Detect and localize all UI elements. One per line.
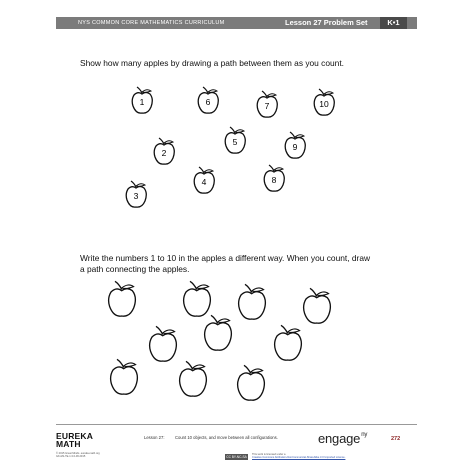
eureka-math-logo: [56, 431, 94, 449]
engageny-logo: [318, 431, 367, 446]
apple-numbered: [263, 164, 287, 194]
apple-number: 1: [139, 97, 145, 107]
apple-numbered: [153, 137, 177, 167]
apple-blank[interactable]: [302, 287, 334, 327]
footer-divider: [56, 424, 417, 425]
lesson-title: Lesson 27 Problem Set: [285, 18, 368, 27]
cc-license-badge[interactable]: CC BY-NC-SA: [226, 455, 247, 459]
apple-blank[interactable]: [107, 280, 139, 320]
grade-badge: K•1: [380, 17, 407, 29]
apple-numbered: [193, 166, 217, 196]
apple-number: 2: [161, 148, 167, 158]
license-line1: This work is licensed under a: [252, 453, 286, 456]
apple-numbered: [313, 88, 337, 118]
apple-numbered: [131, 86, 155, 116]
section2-instruction-line1: Write the numbers 1 to 10 in the apples a different way. When you count, draw: [80, 253, 371, 263]
license-text: [252, 453, 345, 459]
apple-numbered: [197, 86, 221, 116]
apple-numbered: [224, 126, 248, 156]
apple-blank[interactable]: [273, 324, 305, 364]
copyright-line1: © 2015 Great Minds. eureka-math.org: [56, 452, 100, 455]
curriculum-title: NYS COMMON CORE MATHEMATICS CURRICULUM: [78, 20, 225, 26]
header-bar: [56, 17, 417, 29]
apple-number: 6: [205, 97, 211, 107]
apple-numbered: [125, 180, 149, 210]
apple-blank[interactable]: [148, 325, 180, 365]
apple-numbered: [256, 90, 280, 120]
apple-number: 3: [133, 191, 139, 201]
license-link[interactable]: Creative Commons Attribution-NonCommercial-ShareAlike 3.0 Unported License.: [252, 456, 346, 460]
apple-number: 4: [201, 177, 207, 187]
apple-number: 9: [292, 142, 298, 152]
brand-text: engage: [318, 431, 361, 446]
copyright: [56, 452, 100, 458]
apple-blank[interactable]: [237, 283, 269, 323]
section2-instruction-line2: a path connecting the apples.: [80, 264, 190, 274]
apple-blank[interactable]: [203, 314, 235, 354]
brand-sup: ny: [361, 432, 368, 438]
apple-numbered: [284, 131, 308, 161]
page-number: 272: [391, 436, 401, 442]
footer-lesson-description: Count 10 objects, and move between all configurations.: [175, 435, 278, 440]
apple-number: 8: [271, 175, 277, 185]
apple-blank[interactable]: [236, 364, 268, 404]
logo-line2: MATH: [56, 439, 81, 449]
apple-number: 7: [264, 101, 270, 111]
section1-instruction: Show how many apples by drawing a path between them as you count.: [80, 58, 344, 68]
logo-line1: EUREKA: [56, 431, 94, 441]
apple-number: 5: [232, 137, 238, 147]
apple-blank[interactable]: [178, 360, 210, 400]
copyright-line2: GK-M1-TE-1.3.0-06.2015: [56, 455, 86, 459]
footer-lesson-label: Lesson 27:: [144, 435, 165, 440]
apple-number: 10: [319, 99, 329, 109]
apple-blank[interactable]: [109, 358, 141, 398]
